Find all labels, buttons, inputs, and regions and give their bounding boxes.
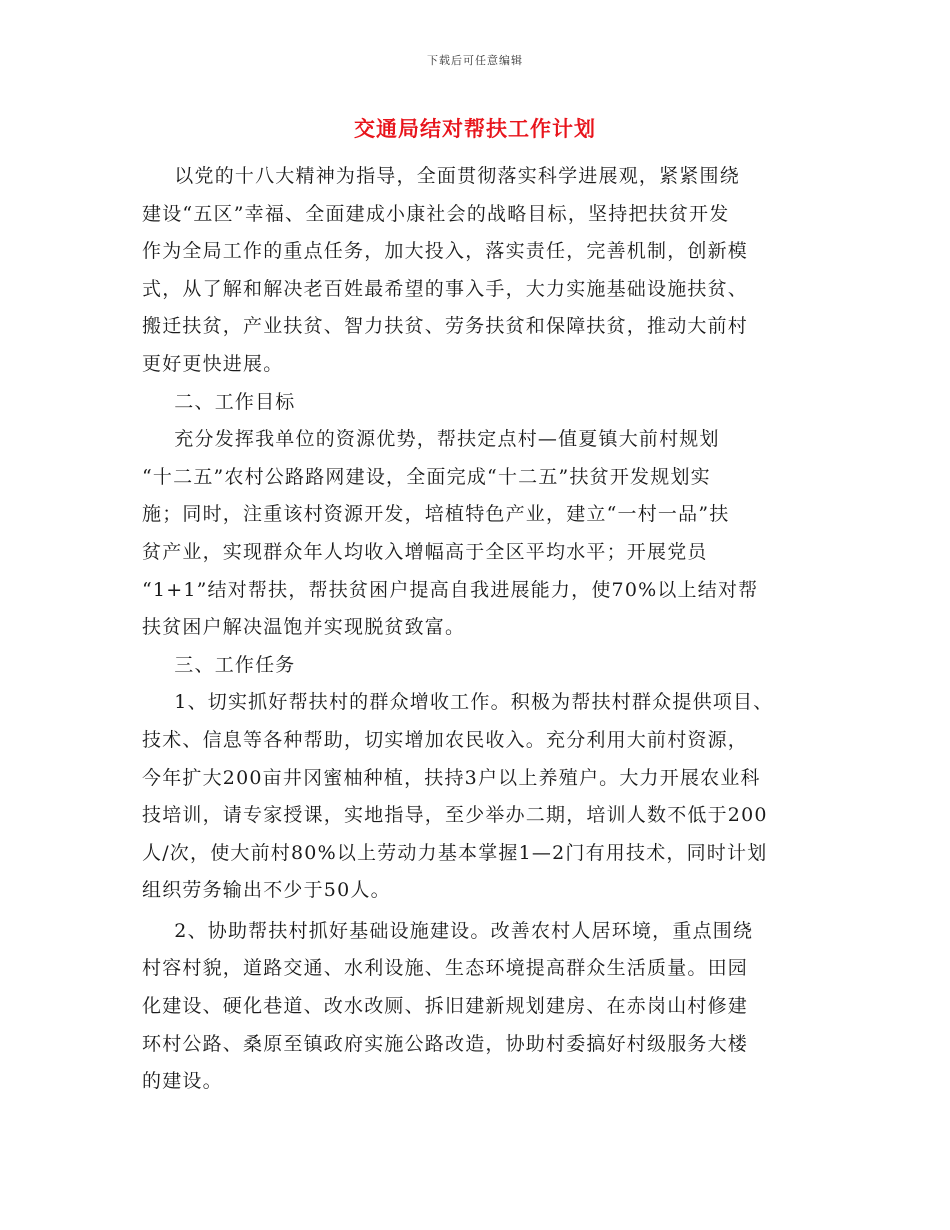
section-heading-tasks: 三、工作任务: [174, 653, 296, 676]
paragraph-task-2: 2、协助帮扶村抓好基础设施建设。改善农村人居环境，重点围绕 村容村貌，道路交通、水利设施、生态环境提高群众生活质量。田园 化建设、硬化巷道、改水改厕、拆旧建新规划建房、在赤岗山村修建 环村公路、桑原至镇政府实施公路改造，协助村委搞好村级服务大楼 的建设。: [142, 919, 754, 1093]
document-title: 交通局结对帮扶工作计划: [354, 116, 596, 141]
paragraph-intro: 以党的十八大精神为指导，全面贯彻落实科学进展观，紧紧围绕 建设“五区”幸福、全面建成小康社会的战略目标，坚持把扶贫开发 作为全局工作的重点任务，加大投入，落实责任，完善机制，创新模 式，从了解和解决老百姓最希望的事入手，大力实施基础设施扶贫、 搬迁扶贫，产业扶贫、智力扶贫、劳务扶贫和保障扶贫，推动大前村 更好更快进展。: [142, 165, 749, 375]
section-heading-goals: 二、工作目标: [174, 390, 296, 413]
paragraph-task-1: 1、切实抓好帮扶村的群众增收工作。积极为帮扶村群众提供项目、 技术、信息等各种帮助，切实增加农民收入。充分利用大前村资源， 今年扩大200亩井冈蜜柚种植，扶持3户以上养殖户。大力开展农业科 技培训，请专家授课，实地指导，至少举办二期，培训人数不低于200 人/次，使大前村80%以上劳动力基本掌握1—2门有用技术，同时计划 组织劳务输出不少于50人。: [142, 691, 774, 902]
header-note: 下载后可任意编辑: [427, 54, 523, 67]
document-body: [142, 158, 822, 1101]
paragraph-goals: 充分发挥我单位的资源优势，帮扶定点村—值夏镇大前村规划 “十二五”农村公路路网建设，全面完成“十二五”扶贫开发规划实 施；同时，注重该村资源开发，培植特色产业，建立“一村一品”扶 贫产业，实现群众年人均收入增幅高于全区平均水平；开展党员 “1+1”结对帮扶，帮扶贫困户提高自我进展能力，使70%以上结对帮 扶贫困户解决温饱并实现脱贫致富。: [142, 428, 759, 639]
